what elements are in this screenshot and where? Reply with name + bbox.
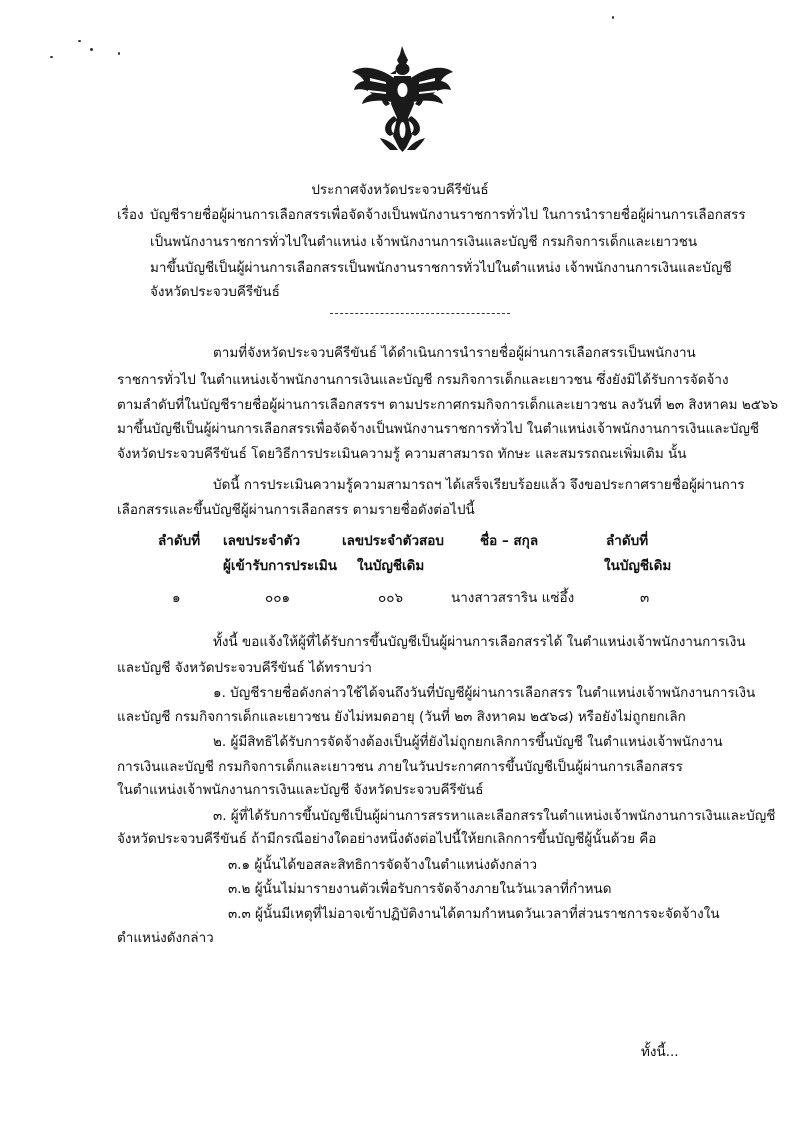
subject-line: จังหวัดประจวบคีรีขันธ์	[150, 284, 280, 300]
table-header-cell: ในบัญชีเดิม	[604, 558, 672, 574]
para1-line: ตามที่จังหวัดประจวบคีรีขันธ์ ได้ดำเนินการนำรายชื่อผู้ผ่านการเลือกสรรเป็นพนักงาน	[213, 345, 696, 361]
table-header-cell: ผู้เข้ารับการประเมิน	[223, 558, 337, 574]
table-cell: ๑	[172, 590, 181, 606]
table-header-cell: ชื่อ – สกุล	[480, 533, 539, 549]
divider-line	[330, 313, 510, 314]
scan-speck	[50, 56, 53, 58]
scan-speck	[612, 16, 614, 19]
sub-item: ๓.๒ ผู้นั้นไม่มารายงานตัวเพื่อรับการจัดจ้างภายในวันเวลาที่กำหนด	[228, 881, 612, 897]
subject-line: บัญชีรายชื่อผู้ผ่านการเลือกสรรเพื่อจัดจ้างเป็นพนักงานราชการทั่วไป ในการนำรายชื่อผู้ผ่านการเลือกสรร	[150, 207, 746, 223]
para1-line: มาขึ้นบัญชีเป็นผู้ผ่านการเลือกสรรเพื่อจัดจ้างเป็นพนักงานราชการทั่วไป ในตำแหน่งเจ้าพนักงานการเงินและบัญชี	[117, 421, 760, 437]
table-cell: นางสาวสราริน แซ่อึ้ง	[451, 590, 575, 606]
subject-label: เรื่อง	[117, 207, 144, 223]
garuda-emblem-icon	[350, 44, 455, 154]
sub-item-continuation: ตำแหน่งดังกล่าว	[117, 930, 214, 946]
table-header-cell: ลำดับที่	[158, 533, 201, 549]
para1-line: ราชการทั่วไป ในตำแหน่งเจ้าพนักงานการเงินและบัญชี กรมกิจการเด็กและเยาวชน ซึ่งยังมิได้รับการจัดจ้าง	[117, 372, 729, 388]
sub-item: ๓.๑ ผู้นั้นได้ขอสละสิทธิการจัดจ้างในตำแหน่งดังกล่าว	[228, 857, 538, 873]
item1-line: และบัญชี กรมกิจการเด็กและเยาวชน ยังไม่หมดอายุ (วันที่ ๒๓ สิงหาคม ๒๕๖๘) หรือยังไม่ถูกยกเลิก	[117, 709, 686, 725]
item2-line: ๒. ผู้มีสิทธิได้รับการจัดจ้างต้องเป็นผู้ที่ยังไม่ถูกยกเลิกการขึ้นบัญชี ในตำแหน่งเจ้าพนักงาน	[213, 734, 723, 750]
para1-line: จังหวัดประจวบคีรีขันธ์ โดยวิธีการประเมินความรู้ ความสาสมารถ ทักษะ และสมรรถณะเพิ่มเติม นั้น	[117, 446, 687, 462]
table-header-cell: เลขประจำตัว	[223, 533, 301, 549]
item2-line: ในตำแหน่งเจ้าพนักงานการเงินและบัญชี จังหวัดประจวบคีรีขันธ์	[117, 782, 484, 798]
para2-line: บัดนี้ การประเมินความรู้ความสามารถฯ ได้เสร็จเรียบร้อยแล้ว จึงขอประกาศรายชื่อผู้ผ่านการ	[213, 477, 745, 493]
table-header-cell: ลำดับที่	[606, 533, 649, 549]
para2-line: เลือกสรรและขึ้นบัญชีผู้ผ่านการเลือกสรร ตามรายชื่อดังต่อไปนี้	[117, 502, 475, 518]
scan-speck	[78, 40, 81, 42]
table-cell: ๓	[640, 590, 650, 606]
table-cell: ๐๐๖	[378, 590, 404, 606]
announcement-title: ประกาศจังหวัดประจวบคีรีขันธ์	[311, 182, 489, 198]
scan-speck	[90, 48, 93, 51]
item3-line: จังหวัดประจวบคีรีขันธ์ ถ้ามีกรณีอย่างใดอย่างหนึ่งดังต่อไปนี้ให้ยกเลิกการขึ้นบัญชีผู้นั้นด้วย คือ	[117, 831, 657, 847]
para3-line: และบัญชี จังหวัดประจวบคีรีขันธ์ ได้ทราบว่า	[117, 660, 372, 676]
sub-item: ๓.๓ ผู้นั้นมีเหตุที่ไม่อาจเข้าปฏิบัติงานได้ตามกำหนดวันเวลาที่ส่วนราชการจะจัดจ้างใน	[228, 906, 720, 922]
table-header-cell: ในบัญชีเดิม	[357, 558, 425, 574]
para3-line: ทั้งนี้ ขอแจ้งให้ผู้ที่ได้รับการขึ้นบัญชีเป็นผู้ผ่านการเลือกสรรได้ ในตำแหน่งเจ้าพนักงานการเงิน	[213, 634, 746, 650]
table-cell: ๐๐๑	[265, 590, 291, 606]
scan-speck	[118, 52, 120, 55]
subject-line: มาขึ้นบัญชีเป็นผู้ผ่านการเลือกสรรเป็นพนักงานราชการทั่วไปในตำแหน่ง เจ้าพนักงานการเงินและบัญชี	[150, 260, 732, 276]
item3-line: ๓. ผู้ที่ได้รับการขึ้นบัญชีเป็นผู้ผ่านการสรรหาและเลือกสรรในตำแหน่งเจ้าพนักงานการเงินและบัญชี	[213, 808, 776, 824]
subject-line: เป็นพนักงานราชการทั่วไปในตำแหน่ง เจ้าพนักงานการเงินและบัญชี กรมกิจการเด็กและเยาวชน	[150, 234, 698, 250]
page-continuation: ทั้งนี้...	[641, 1044, 679, 1060]
item2-line: การเงินและบัญชี กรมกิจการเด็กและเยาวชน ภายในวันประกาศการขึ้นบัญชีเป็นผู้ผ่านการเลือกสรร	[117, 759, 683, 775]
item1-line: ๑. บัญชีรายชื่อดังกล่าวใช้ได้จนถึงวันที่บัญชีผู้ผ่านการเลือกสรร ในตำแหน่งเจ้าพนักงานการเงิน	[213, 685, 756, 701]
table-header-cell: เลขประจำตัวสอบ	[342, 533, 444, 549]
para1-line: ตามลำดับที่ในบัญชีรายชื่อผู้ผ่านการเลือกสรรฯ ตามประกาศกรมกิจการเด็กและเยาวชน ลงวันที่ ๒๓ สิงหาคม ๒๕๖๖	[117, 397, 779, 413]
